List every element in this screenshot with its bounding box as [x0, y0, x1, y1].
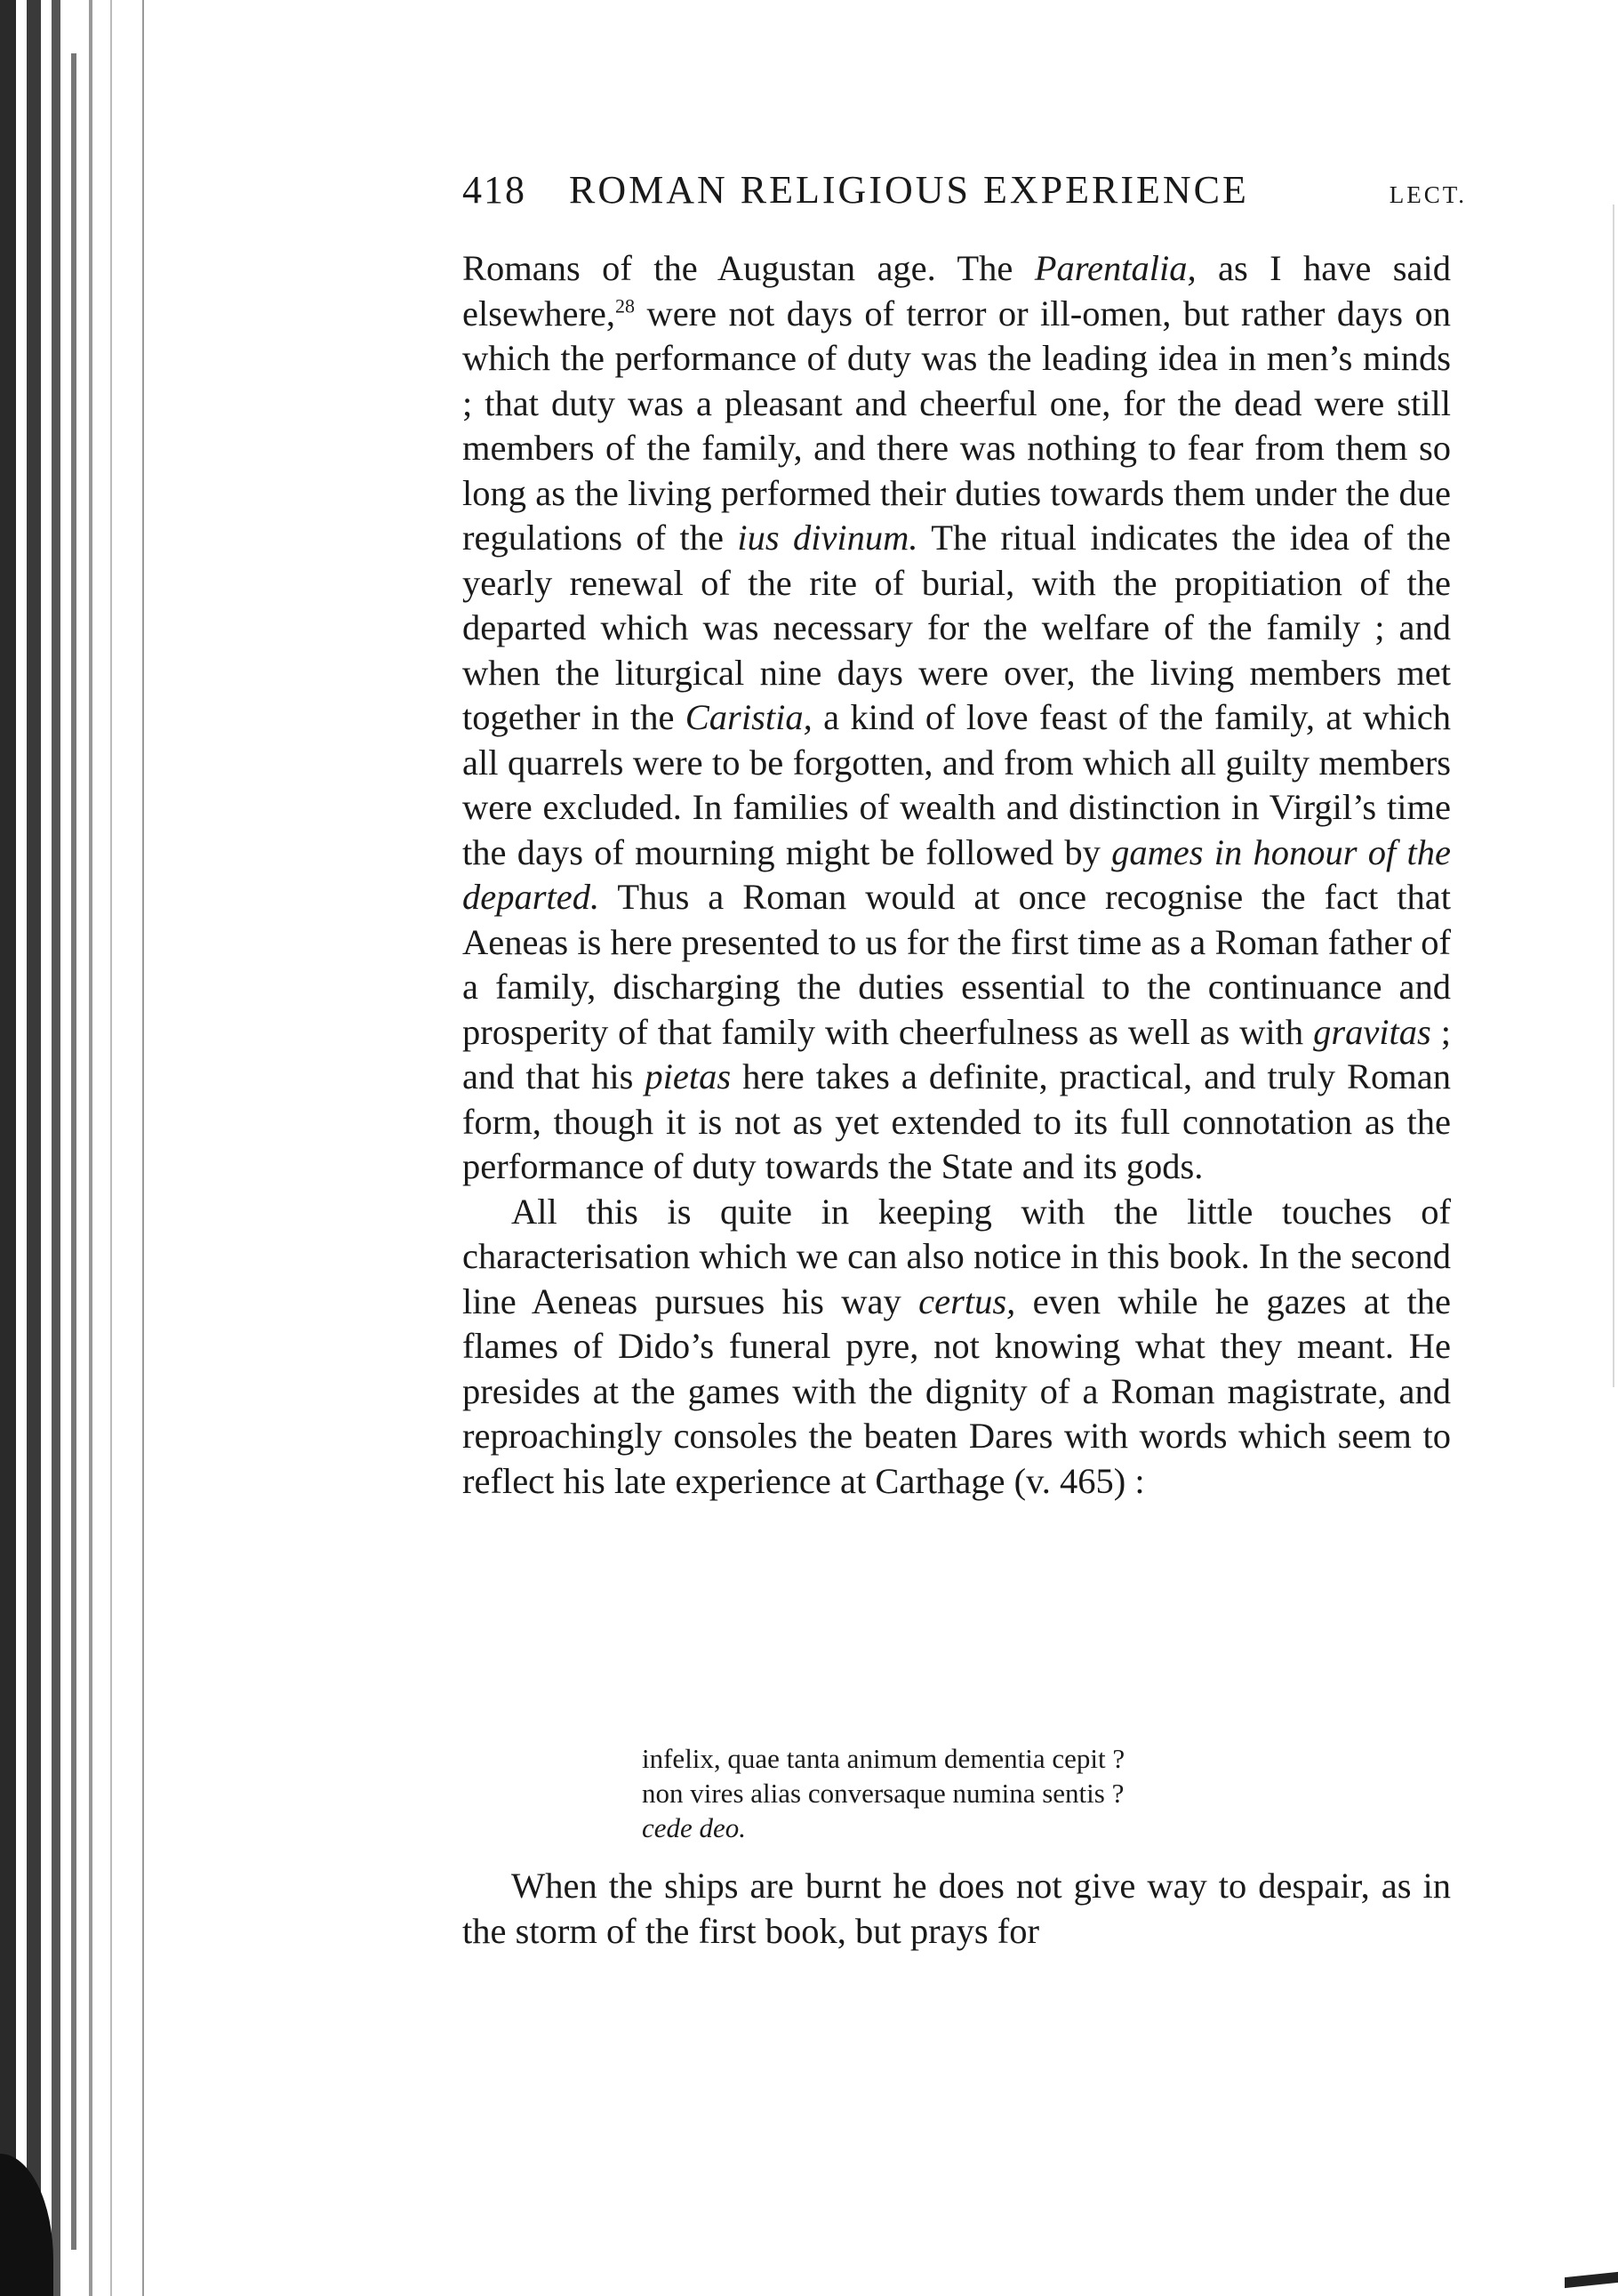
italic-term: ius divinum. [737, 518, 918, 558]
quote-line-3: cede deo. [642, 1812, 747, 1843]
page-number: 418 [462, 168, 526, 212]
italic-term: certus, [918, 1280, 1016, 1321]
italic-term: gravitas [1313, 1011, 1431, 1052]
paragraph-3-block [462, 1864, 1451, 1954]
footnote-ref: 28 [615, 294, 636, 317]
italic-term: pietas [645, 1056, 732, 1096]
running-title: ROMAN RELIGIOUS EXPERIENCE [569, 168, 1249, 212]
italic-term: Caristia, [685, 697, 813, 737]
page-edge-line [1613, 205, 1614, 1387]
italic-term: Parentalia, [1034, 248, 1197, 288]
body-text [462, 246, 1451, 1504]
quote-line-2: non vires alias conversaque numina sentis ? [642, 1778, 1125, 1809]
paragraph-1: Romans of the Augustan age. The Parentalia, as I have said elsewhere,$^{28}$ were not days of terror or ill-omen, but rather days on which the performance of duty was the leading idea in men’s minds ; that duty was a pleasant and cheerful one, for the dead were still members of the family, and there was nothing to fear from them so long as the living performed their duties towards them under the due regulations of the ius divinum. The ritual indicates the idea of the yearly renewal of the rite of burial, with the propitiation of the departed which was necessary for the welfare of the family ; and when the liturgical nine days were over, the living members met together in the Caristia, a kind of love feast of the family, at which all quarrels were to be forgotten, and from which all guilty members were excluded. In families of wealth and distinction in Virgil’s time the days of mourning might be followed by games in honour of the departed. Thus a Roman would at once recognise the fact that Aeneas is here presented to us for the first time as a Roman father of a family, discharging the duties essential to the continuance and prosperity of that family with cheerfulness as well as with gravitas ; and that his pietas here takes a definite, practical, and truly Roman form, though it is not as yet extended to its full connotation as the performance of duty towards the State and its gods. [462, 248, 1452, 1186]
page-corner-mark [1565, 2272, 1618, 2288]
book-spine-shadow [0, 0, 156, 2296]
lecture-mark: LECT. [1389, 181, 1467, 208]
running-header [462, 167, 1467, 217]
italic-term: games in honour of the departed. [462, 831, 1451, 917]
paragraph-2: All this is quite in keeping with the little touches of characterisation which we can also notice in this book. In the second line Aeneas pursues his way certus, even while he gazes at the flames of Dido’s funeral pyre, not knowing what they meant. He presides at the games with the dignity of a Roman magistrate, and reproachingly consoles the beaten Dares with words which seem to reflect his late experience at Carthage (v. 465) : [462, 1191, 1451, 1501]
paragraph-3: When the ships are burnt he does not give way to despair, as in the storm of the first book, but prays for [462, 1866, 1451, 1951]
verse-quotation [642, 1741, 1318, 1845]
quote-line-1: infelix, quae tanta animum dementia cepit ? [642, 1743, 1125, 1774]
